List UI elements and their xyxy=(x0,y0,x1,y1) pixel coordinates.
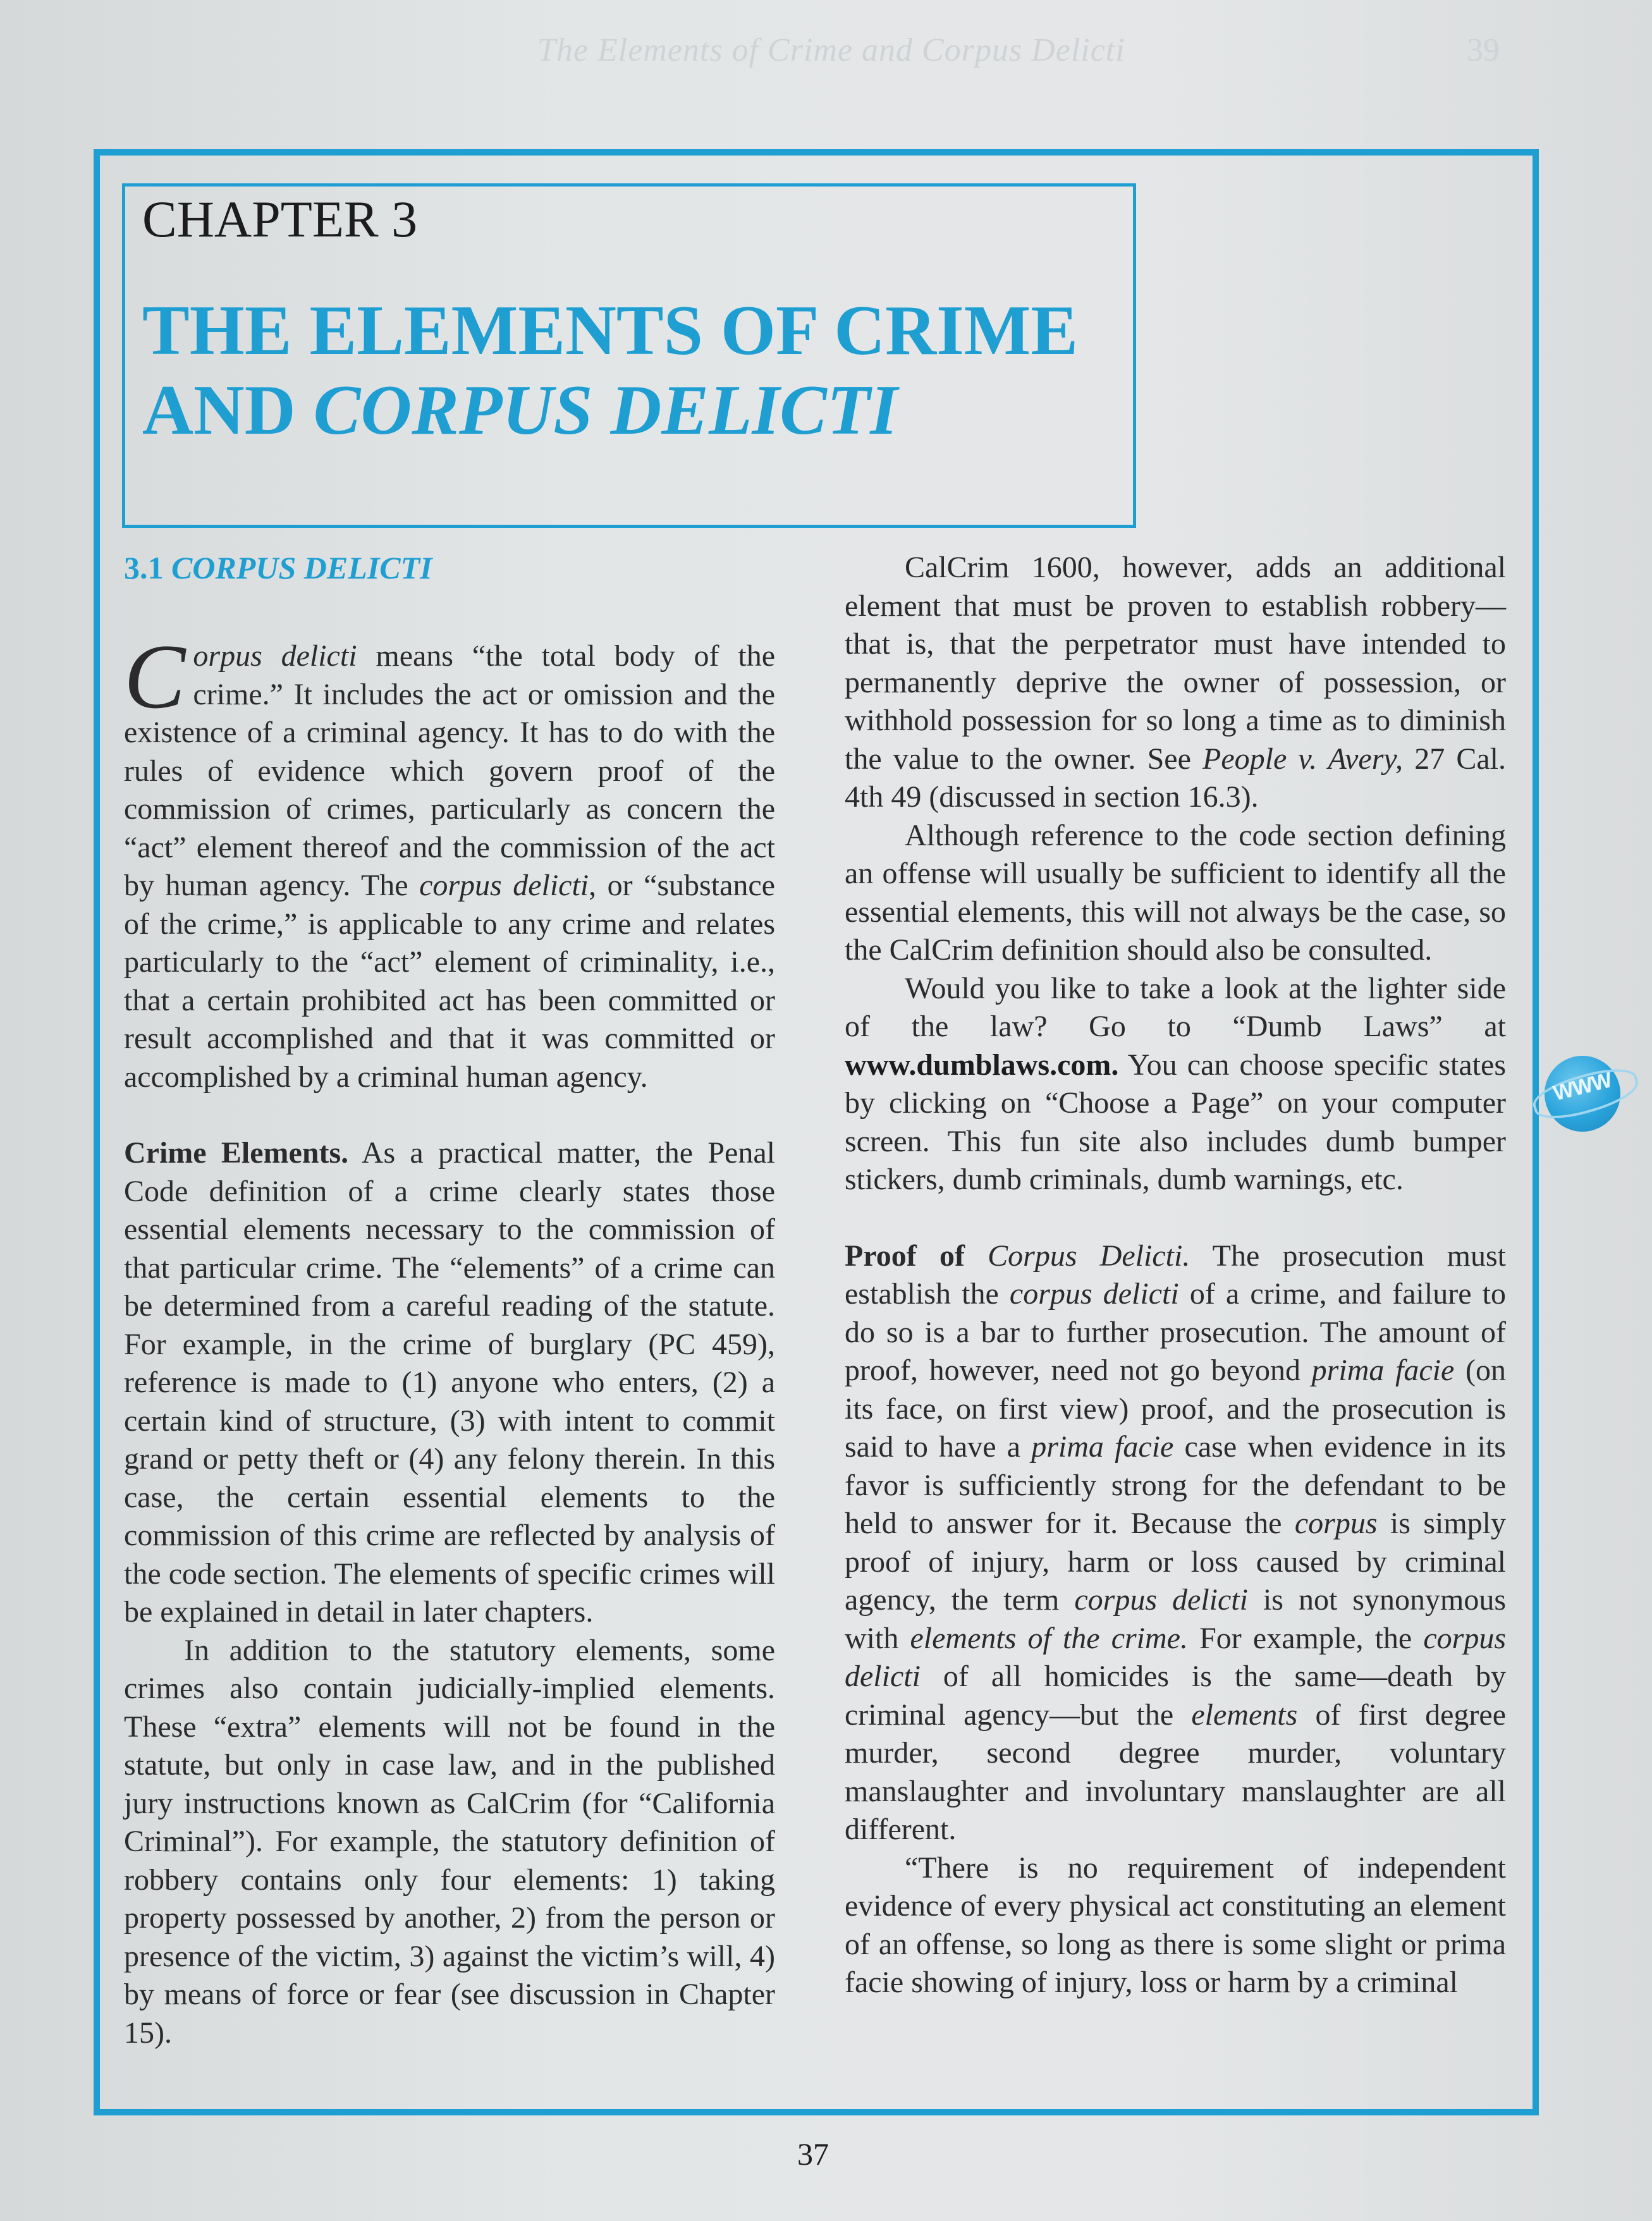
paragraph-code-section: Although reference to the code section defining an offense will usually be sufficient to identify all the essential elements, this will not always be the case, so the CalCrim definition should also be consulted. xyxy=(845,818,1506,967)
term-italic: corpus delicti xyxy=(419,869,589,902)
paragraph-text: The prosecution must establish the xyxy=(845,1239,1506,1311)
right-column xyxy=(845,549,1506,2002)
paragraph-text: , or “substance of the crime,” is applicable to any crime and relates particularly to the “act” element of criminality, i.e., that a certain prohibited act has been committed or result accomplished and that it was committed or accomplished by a criminal human agency. xyxy=(124,869,775,1094)
paragraph-text: You can choose specific states by clicking on “Choose a Page” on your computer screen. This fun site also includes dumb bumper stickers, dumb criminals, dumb warnings, etc. xyxy=(845,1048,1506,1196)
term-italic: orpus delicti xyxy=(193,639,357,673)
term-italic: prima facie xyxy=(1031,1430,1174,1464)
section-heading xyxy=(124,549,775,587)
chapter-title-line-2 xyxy=(142,370,1078,450)
bleed-through-header: The Elements of Crime and Corpus Delicti xyxy=(537,32,1125,68)
chapter-title-prefix: AND xyxy=(142,371,314,450)
paragraph-text: Would you like to take a look at the lighter side of the law? Go to “Dumb Laws” at xyxy=(845,971,1506,1043)
paragraph-text: 27 Cal. 4th 49 (discussed in section 16.3). xyxy=(845,742,1506,814)
term-italic: corpus delicti xyxy=(1074,1583,1248,1617)
term-italic: corpus delicti xyxy=(1009,1277,1179,1311)
paragraph-text: is simply proof of injury, harm or loss caused by criminal agency, the term xyxy=(845,1507,1506,1617)
run-in-heading: Proof of xyxy=(845,1239,988,1273)
left-column xyxy=(124,549,775,2052)
chapter-title-line-1: THE ELEMENTS OF CRIME xyxy=(142,291,1079,370)
paragraph-text: of first degree murder, second degree murder, voluntary manslaughter and involuntary manslaughter are all different. xyxy=(845,1698,1506,1846)
website-link[interactable]: www.dumblaws.com. xyxy=(845,1048,1119,1082)
paragraph-text: As a practical matter, the Penal Code definition of a crime clearly states those essential elements necessary to the commission of that particular crime. The “elements” of a crime can be determined from a careful reading of the statute. For example, in the crime of burglary (PC 459), reference is made to (1) anyone who enters, (2) a certain kind of structure, (3) with intent to commit grand or petty theft or (4) any felony therein. In this case, the certain essential elements to the commission of this crime are reflected by analysis of the code section. The elements of specific crimes will be explained in detail in later chapters. xyxy=(124,1136,776,1629)
www-label: WWW xyxy=(1551,1068,1614,1106)
paragraph-dumb-laws xyxy=(845,970,1506,1199)
term-italic: corpus xyxy=(1294,1507,1378,1540)
paragraph-text: case when evidence in its favor is sufficiently strong for the defendant to be held to answer for it. Because the xyxy=(845,1430,1506,1540)
section-title: CORPUS DELICTI xyxy=(171,550,432,585)
chapter-title-italic: CORPUS DELICTI xyxy=(313,371,898,450)
paragraph-proof-of-corpus xyxy=(845,1237,1506,1849)
paragraph-corpus-delicti-definition xyxy=(124,625,775,1096)
drop-cap: C xyxy=(124,625,186,728)
paragraph-implied-elements: In addition to the statutory elements, some crimes also contain judicially-implied elements. These “extra” elements will not be found in the statute, but only in case law, and in the published jury instructions known as CalCrim (for “California Criminal”). For example, the statutory definition of robbery contains only four elements: 1) taking property possessed by another, 2) from the person or presence of the victim, 3) against the victim’s will, 4) by means of force or fear (see discussion in Chapter 15). xyxy=(124,1633,775,2050)
chapter-title xyxy=(142,291,1078,450)
paragraph-calcrim-1600 xyxy=(845,549,1506,817)
term-italic: elements xyxy=(1191,1698,1298,1732)
paragraph-text: CalCrim 1600, however, adds an additional element that must be proven to establish robbery—that is, that the perpetrator must have intended to permanently deprive the owner of possession, or withhold possession for so long a time as to diminish the value to the owner. See xyxy=(845,551,1506,776)
term-italic: elements of the crime. xyxy=(910,1621,1188,1655)
run-in-heading: Crime Elements. xyxy=(124,1136,349,1170)
paragraph-text: is not synonymous with xyxy=(845,1583,1506,1655)
paragraph-text: For example, the xyxy=(1187,1621,1424,1655)
term-italic: prima facie xyxy=(1311,1354,1455,1387)
page-number: 37 xyxy=(797,2136,829,2172)
chapter-label: CHAPTER 3 xyxy=(142,190,418,248)
paragraph-text: of a crime, and failure to do so is a bar to further prosecution. The amount of proof, however, need not go beyond xyxy=(845,1277,1506,1387)
case-citation: People v. Avery, xyxy=(1202,742,1404,776)
paragraph-crime-elements xyxy=(124,1134,775,1632)
paragraph-text: means “the total body of the crime.” It includes the act or omission and the existence of a criminal agency. It has to do with the rules of evidence which govern proof of the commission of crimes, particularly as concern the “act” element thereof and the commission of the act by human agency. The xyxy=(124,639,775,902)
term-italic: corpus delicti xyxy=(845,1621,1506,1693)
paragraph-text: of all homicides is the same—death by criminal agency—but the xyxy=(845,1660,1506,1732)
paragraph-text: (on its face, on first view) proof, and the prosecution is said to have a xyxy=(845,1354,1506,1464)
paragraph-quote: “There is no requirement of independent evidence of every physical act constituting an element of an offense, so long as there is some slight or prima facie showing of injury, loss or harm by a criminal xyxy=(845,1851,1506,1999)
section-number: 3.1 xyxy=(124,550,171,585)
run-in-heading-italic: Corpus Delicti. xyxy=(988,1239,1190,1273)
bleed-through-page-number: 39 xyxy=(1467,32,1500,68)
